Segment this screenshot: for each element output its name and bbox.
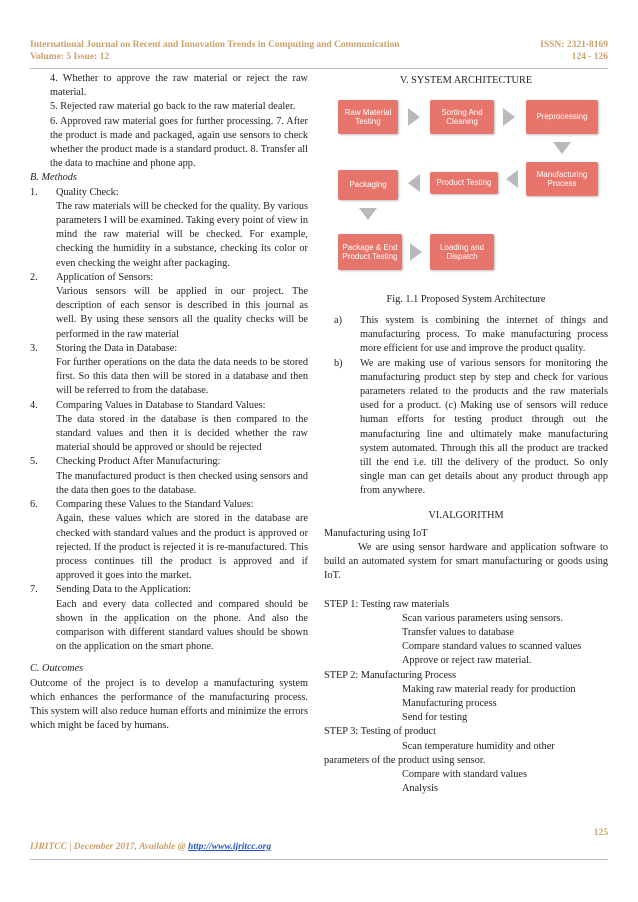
step-substep: Analysis <box>402 783 439 795</box>
volume-issue: Volume: 5 Issue: 12 <box>30 52 110 62</box>
method-item: 2. Application of Sensors: Various sensors will be applied in our project. The description of each sensor is described in this journal as well. By using these sensors all the quality checks will be performed in the raw material <box>30 271 308 340</box>
arch-heading: V. SYSTEM ARCHITECTURE <box>399 75 533 86</box>
page-number: 125 <box>593 828 608 838</box>
arrow-down-icon <box>553 142 571 154</box>
method-item: 5. Checking Product After Manufacturing: The manufactured product is then checked using sensors and the data then goes to the database. <box>30 456 308 496</box>
algorithm-intro: We are using sensor hardware and application software to build an automated system for smart manufacturing or goods using IoT. <box>324 542 608 582</box>
box-sorting-cleaning: Sorting And Cleaning <box>430 100 494 134</box>
step-substep: Send for testing <box>402 712 468 724</box>
method-item: 1. Quality Check: The raw materials will be checked for the quality. By various parameters I will be examined. Taking every point of view in mind the raw material will be checked. For example, checking the humidity in a substance, checking its color or even checking the weight after packaging. <box>30 186 308 269</box>
outcomes-heading: C. Outcomes <box>30 663 84 675</box>
outcomes-text: Outcome of the project is to develop a manufacturing system which enhances the performance of the manufacturing process. This system will also reduce human efforts and minimize the errors which might be faced by humans. <box>30 677 308 732</box>
point-item: a) This system is combining the internet of things and manufacturing process. To make manufacturing process more efficient for use and improve the product quality. <box>334 315 608 355</box>
step-substep: Scan temperature humidity and other <box>402 740 555 752</box>
step-substep: Compare with standard values <box>402 769 527 781</box>
arrow-left-icon <box>506 170 518 188</box>
step-substep: Manufacturing process <box>402 698 497 710</box>
left-column <box>30 72 308 733</box>
intro-items <box>30 72 308 171</box>
arrow-right-icon <box>410 243 422 261</box>
page-range: 124 - 126 <box>571 52 608 62</box>
step-substep: Compare standard values to scanned values <box>402 641 582 653</box>
arrow-left-icon <box>408 174 420 192</box>
arrow-right-icon <box>503 108 515 126</box>
journal-title: International Journal on Recent and Innovation Trends in Computing and Communication <box>30 40 400 50</box>
points-list <box>324 314 608 499</box>
methods-heading: B. Methods <box>30 172 77 184</box>
box-package-end-testing: Package & End Product Testing <box>338 234 402 270</box>
step-title: STEP 2: Manufacturing Process <box>324 669 457 681</box>
step-substep: Scan various parameters using sensors. <box>402 612 563 624</box>
box-packaging: Packaging <box>338 170 398 200</box>
journal-link[interactable]: http://www.ijritcc.org <box>188 842 272 852</box>
step-substep: Transfer values to database <box>402 627 514 639</box>
method-item: 4. Comparing Values in Database to Standard Values: The data stored in the database is then compared to the standard values and then it is decided whether the raw material should be approved or should be rejected <box>30 399 308 454</box>
step-substep: Approve or reject raw material. <box>402 655 532 667</box>
box-preprocessing: Preprocessing <box>526 100 598 134</box>
architecture-diagram <box>330 88 608 293</box>
figure-caption: Fig. 1.1 Proposed System Architecture <box>386 294 546 305</box>
method-item: 6. Comparing these Values to the Standard Values: Again, these values which are stored in the database are checked with standard values and the product is approved or rejected. If the product is rejected it is re-manufactured. This process continues till the product is approved and if approved it goes into the market. <box>30 499 308 582</box>
step-substep: Making raw material ready for production <box>402 683 576 695</box>
right-column <box>324 314 608 797</box>
arrow-right-icon <box>408 108 420 126</box>
algorithm-steps <box>324 598 608 797</box>
step-title: STEP 3: Testing of product <box>324 726 436 738</box>
box-raw-material-testing: Raw Material Testing <box>338 100 398 134</box>
footer-divider <box>30 859 608 860</box>
intro-item: 5. Rejected raw material go back to the raw material dealer. <box>50 101 296 113</box>
point-item: b) We are making use of various sensors for monitoring the manufacturing product step by step and check for various parameters related to the products and the raw materials used for a product. (c) Making use of sensors will reduce human efforts for testing product through out the manufacturing line and ultimately make manufacturing system automated. Through this all the product are tracked till the end i.e. till the delivery of the product. So only single man can get details about any product through app from anywhere. <box>334 357 608 497</box>
box-manufacturing-process: Manufacturing Process <box>526 162 598 196</box>
intro-item: 4. Whether to approve the raw material or reject the raw material. <box>50 73 308 99</box>
box-product-testing: Product Testing <box>430 172 498 194</box>
arrow-down-icon <box>359 208 377 220</box>
method-item: 7. Sending Data to the Application: Each and every data collected and compared should be shown in the application on the phone. And also the comparison with different standard values should be shown on the application on the smart phone. <box>30 584 308 653</box>
footer-text: IJRITCC | December 2017, Available @ http://www.ijritcc.org <box>30 842 272 852</box>
step-continuation: parameters of the product using sensor. <box>324 754 486 766</box>
algorithm-heading: VI.ALGORITHM <box>428 509 504 521</box>
header-divider <box>30 68 608 69</box>
issn: ISSN: 2321-8169 <box>540 40 608 50</box>
algorithm-subtitle: Manufacturing using IoT <box>324 527 428 539</box>
step-title: STEP 1: Testing raw materials <box>324 598 450 610</box>
methods-list <box>30 186 308 655</box>
box-loading-dispatch: Loading and Dispatch <box>430 234 494 270</box>
method-item: 3. Storing the Data in Database: For further operations on the data the data needs to be stored first. So this data then will be stored in a database and then will be referred to from the database. <box>30 342 308 397</box>
intro-item: 6. Approved raw material goes for further processing. 7. After the product is made and packaged, again use sensors to check whether the product made is a standard product. 8. Transfer all the data to machine and phone app. <box>50 115 308 170</box>
